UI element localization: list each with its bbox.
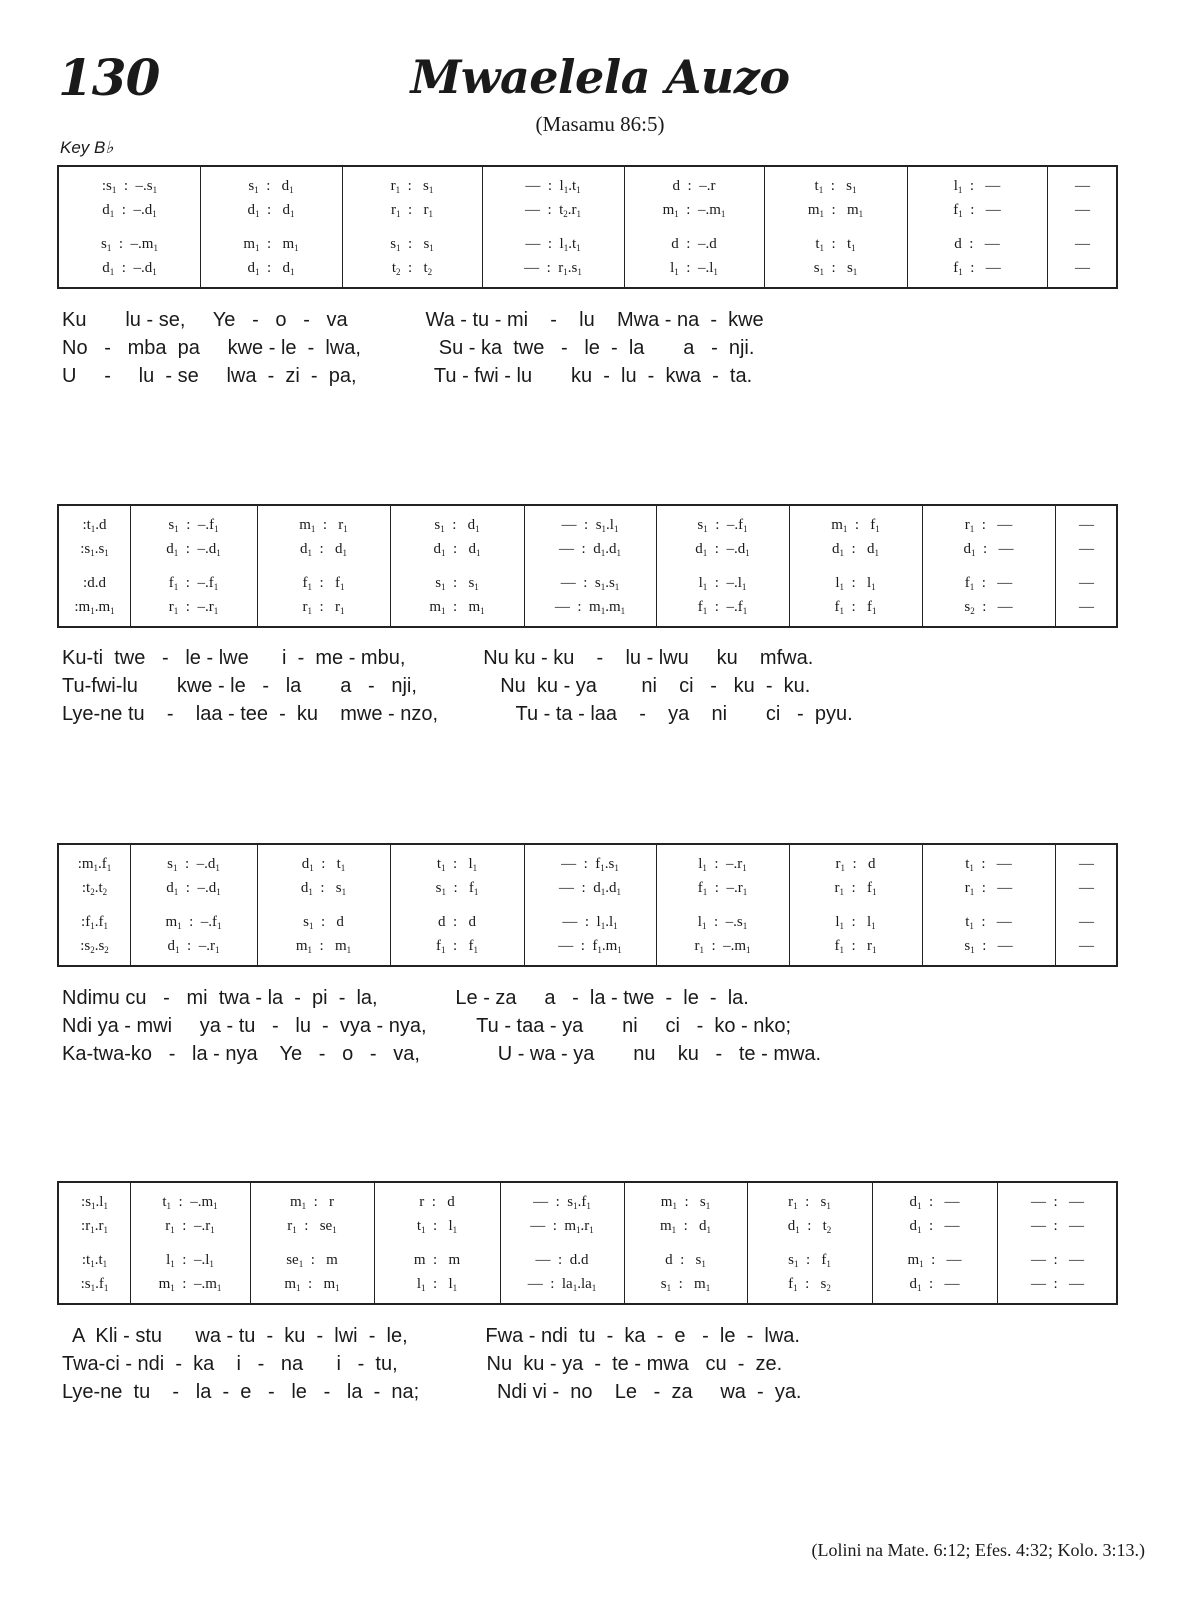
solfa-cell: m : m xyxy=(413,1252,461,1268)
solfa-cell: $m_1$ : r xyxy=(289,1194,335,1211)
solfa-cell: $r_1$ : $r_1$ xyxy=(302,599,345,616)
solfa-cell: $d_1$ : $d_1$ xyxy=(247,260,295,277)
solfa-cell: d : –.r xyxy=(672,178,716,194)
bar-line xyxy=(130,845,131,965)
solfa-cell: — : d.d xyxy=(535,1252,589,1268)
solfa-cell: $f_1$ : — xyxy=(953,202,1001,219)
solfa-cell: $m_1$ : $m_1$ xyxy=(429,599,485,616)
lyric-line: A Kli - stu wa - tu - ku - lwi - le, Fwa - ndi tu - ka - e - le - lwa. xyxy=(62,1325,800,1347)
bar-line xyxy=(524,506,525,626)
solfa-cell: $d_1$ : $t_1$ xyxy=(301,856,346,873)
music-system xyxy=(57,1181,1118,1305)
bar-line xyxy=(907,167,908,287)
solfa-cell: $d_1$ : $-.d_1$ xyxy=(166,880,221,897)
solfa-cell: $t_1$ : $l_1$ xyxy=(436,856,478,873)
solfa-cell: $r_1$ : — xyxy=(964,880,1013,897)
solfa-cell: $s_2$ : — xyxy=(964,599,1013,616)
solfa-cell: — : — xyxy=(1031,1252,1084,1268)
solfa-cell: $:s_1.f_1$ xyxy=(80,1276,109,1293)
hymn-title: Mwaelela Auzo xyxy=(410,50,790,104)
solfa-cell: $r_1$ : — xyxy=(964,517,1013,534)
bar-line xyxy=(130,1183,131,1303)
solfa-cell: $r_1$ : $r_1$ xyxy=(391,202,433,219)
solfa-cell: $f_1$ : $-.r_1$ xyxy=(697,880,748,897)
solfa-cell: d : –.d xyxy=(671,236,717,252)
bar-line xyxy=(656,506,657,626)
bar-line xyxy=(524,845,525,965)
lyric-line: Lye-ne tu - laa - tee - ku mwe - nzo, Tu - ta - laa - ya ni ci - pyu. xyxy=(62,703,853,725)
solfa-cell: $d_1$ : $d_1$ xyxy=(433,541,481,558)
solfa-cell: — xyxy=(1079,541,1094,557)
solfa-cell: $s_1$ : $d_1$ xyxy=(248,178,294,195)
solfa-cell: $:r_1.r_1$ xyxy=(81,1218,108,1235)
solfa-cell: — : $f_1.s_1$ xyxy=(561,856,619,873)
solfa-cell: d : — xyxy=(954,236,1000,252)
solfa-cell: $s_1$ : $s_1$ xyxy=(435,575,479,592)
lyric-line: Ndimu cu - mi twa - la - pi - la, Le - za a - la - twe - le - la. xyxy=(62,987,749,1009)
solfa-cell: — xyxy=(1079,914,1094,930)
bar-line xyxy=(1055,845,1056,965)
solfa-cell: $s_1$ : $s_1$ xyxy=(390,236,434,253)
solfa-cell: $s_1$ : $-.f_1$ xyxy=(168,517,219,534)
solfa-cell: $s_1$ : $f_1$ xyxy=(788,1252,831,1269)
solfa-cell: $d_1$ : $-.d_1$ xyxy=(166,541,221,558)
solfa-cell: $d_1$ : $d_1$ xyxy=(300,541,347,558)
solfa-cell: $d_1$ : — xyxy=(909,1218,960,1235)
solfa-cell: $f_1$ : $f_1$ xyxy=(834,599,877,616)
solfa-cell: $r_1$ : $s_1$ xyxy=(788,1194,831,1211)
bar-line xyxy=(624,1183,625,1303)
bar-line xyxy=(482,167,483,287)
solfa-cell: $f_1$ : $-.f_1$ xyxy=(168,575,219,592)
bar-line xyxy=(656,845,657,965)
bar-line xyxy=(500,1183,501,1303)
solfa-cell: $f_1$ : $-.f_1$ xyxy=(697,599,748,616)
solfa-cell: $m_1$ : $f_1$ xyxy=(831,517,880,534)
solfa-cell: $r_1$ : $f_1$ xyxy=(834,880,877,897)
solfa-cell: $t_1$ : $s_1$ xyxy=(814,178,857,195)
solfa-cell: $m_1$ : $-.m_1$ xyxy=(662,202,726,219)
solfa-cell: $l_1$ : $l_1$ xyxy=(416,1276,458,1293)
solfa-cell: $f_1$ : $f_1$ xyxy=(302,575,345,592)
solfa-cell: $d_1$ : — xyxy=(963,541,1014,558)
solfa-cell: $:m_1.f_1$ xyxy=(77,856,112,873)
solfa-cell: — : — xyxy=(1031,1276,1084,1292)
lyric-line: Ka-twa-ko - la - nya Ye - o - va, U - wa - ya nu ku - te - mwa. xyxy=(62,1043,822,1065)
solfa-cell: — xyxy=(1079,880,1094,896)
solfa-cell: $:s_1.l_1$ xyxy=(81,1194,108,1211)
solfa-cell: $f_1$ : $f_1$ xyxy=(436,938,478,955)
solfa-cell: — xyxy=(1079,599,1094,615)
solfa-cell: $m_1$ : $m_1$ xyxy=(295,938,352,955)
solfa-cell: $d_1$ : $d_1$ xyxy=(247,202,295,219)
solfa-cell: $d_1$ : $-.d_1$ xyxy=(102,260,157,277)
solfa-cell: $l_1$ : $l_1$ xyxy=(835,914,876,931)
solfa-cell: $l_1$ : $l_1$ xyxy=(835,575,876,592)
solfa-cell: $:t_2.t_2$ xyxy=(81,880,108,897)
solfa-cell: $l_1$ : $-.l_1$ xyxy=(698,575,747,592)
lyric-line: Lye-ne tu - la - e - le - la - na; Ndi vi - no Le - za wa - ya. xyxy=(62,1381,802,1403)
solfa-cell: :d.d xyxy=(83,575,106,591)
solfa-cell: $d_1$ : $-.d_1$ xyxy=(102,202,157,219)
solfa-cell: d : d xyxy=(438,914,476,930)
solfa-cell: $r_1$ : $-.r_1$ xyxy=(165,1218,215,1235)
lyric-line: Twa-ci - ndi - ka i - na i - tu, Nu ku - ya - te - mwa cu - ze. xyxy=(62,1353,783,1375)
solfa-cell: $m_1$ : $d_1$ xyxy=(659,1218,712,1235)
solfa-cell: $r_1$ : $-.m_1$ xyxy=(694,938,751,955)
solfa-cell: $:s_2.s_2$ xyxy=(80,938,109,955)
solfa-cell: $m_1$ : $m_1$ xyxy=(807,202,864,219)
solfa-cell: $:t_1.d$ xyxy=(82,517,107,534)
solfa-cell: $m_1$ : $m_1$ xyxy=(243,236,299,253)
solfa-cell: — : — xyxy=(1031,1218,1084,1234)
lyric-line: Tu-fwi-lu kwe - le - la a - nji, Nu ku - ya ni ci - ku - ku. xyxy=(62,675,811,697)
solfa-cell: $:s_1.s_1$ xyxy=(80,541,109,558)
solfa-cell: $l_1$ : — xyxy=(953,178,1001,195)
bar-line xyxy=(257,845,258,965)
solfa-cell: $d_1$ : $-.d_1$ xyxy=(695,541,750,558)
solfa-cell: $d_1$ : — xyxy=(909,1194,960,1211)
bar-line xyxy=(747,1183,748,1303)
solfa-cell: $m_1$ : $m_1$ xyxy=(284,1276,340,1293)
bar-line xyxy=(257,506,258,626)
solfa-cell: $s_1$ : $f_1$ xyxy=(435,880,479,897)
bar-line xyxy=(872,1183,873,1303)
solfa-cell: $m_1$ : $-.m_1$ xyxy=(158,1276,222,1293)
bar-line xyxy=(789,845,790,965)
solfa-cell: $se_1$ : m xyxy=(286,1252,338,1269)
lyric-line: Ku lu - se, Ye - o - va Wa - tu - mi - lu Mwa - na - kwe xyxy=(62,309,764,331)
scripture-reference: (Masamu 86:5) xyxy=(535,112,665,136)
solfa-cell: $t_1$ : $l_1$ xyxy=(416,1218,458,1235)
solfa-cell: $t_1$ : $-.m_1$ xyxy=(162,1194,218,1211)
bar-line xyxy=(250,1183,251,1303)
solfa-cell: $:s_1$ : $-.s_1$ xyxy=(101,178,158,195)
solfa-cell: — : $s_1.l_1$ xyxy=(561,517,619,534)
bar-line xyxy=(922,845,923,965)
bar-line xyxy=(789,506,790,626)
solfa-cell: — : $s_1.f_1$ xyxy=(533,1194,591,1211)
solfa-cell: — : $la_1.la_1$ xyxy=(527,1276,597,1293)
bar-line xyxy=(764,167,765,287)
bar-line xyxy=(390,506,391,626)
solfa-cell: $t_2$ : $t_2$ xyxy=(391,260,433,277)
solfa-cell: $f_1$ : — xyxy=(953,260,1001,277)
solfa-cell: $l_1$ : $-.l_1$ xyxy=(166,1252,214,1269)
music-system xyxy=(57,504,1118,628)
bar-line xyxy=(200,167,201,287)
solfa-cell: $r_1$ : $-.r_1$ xyxy=(168,599,219,616)
solfa-cell: $m_1$ : $s_1$ xyxy=(660,1194,711,1211)
solfa-cell: $t_1$ : — xyxy=(965,856,1012,873)
solfa-cell: $f_1$ : $r_1$ xyxy=(834,938,877,955)
solfa-cell: $s_1$ : $s_1$ xyxy=(813,260,858,277)
solfa-cell: — : $m_1.r_1$ xyxy=(530,1218,594,1235)
solfa-cell: $:t_1.t_1$ xyxy=(81,1252,108,1269)
solfa-cell: r : d xyxy=(419,1194,455,1210)
lyric-line: No - mba pa kwe - le - lwa, Su - ka twe - le - la a - nji. xyxy=(62,337,755,359)
bar-line xyxy=(1055,506,1056,626)
solfa-cell: $r_1$ : d xyxy=(835,856,876,873)
solfa-cell: $s_1$ : $m_1$ xyxy=(660,1276,711,1293)
bar-line xyxy=(997,1183,998,1303)
bar-line xyxy=(342,167,343,287)
bar-line xyxy=(130,506,131,626)
solfa-cell: $d_1$ : $t_2$ xyxy=(787,1218,832,1235)
solfa-cell: — : $s_1.s_1$ xyxy=(560,575,620,592)
bar-line xyxy=(624,167,625,287)
solfa-cell: — : $d_1.d_1$ xyxy=(559,880,621,897)
solfa-cell: — xyxy=(1079,938,1094,954)
lyric-line: Ku-ti twe - le - lwe i - me - mbu, Nu ku - ku - lu - lwu ku mfwa. xyxy=(62,647,814,669)
bar-line xyxy=(390,845,391,965)
solfa-cell: $m_1$ : $r_1$ xyxy=(299,517,348,534)
lyric-line: U - lu - se lwa - zi - pa, Tu - fwi - lu ku - lu - kwa - ta. xyxy=(62,365,753,387)
bar-line xyxy=(922,506,923,626)
solfa-cell: — xyxy=(1075,260,1090,276)
solfa-cell: — : $f_1.m_1$ xyxy=(558,938,622,955)
solfa-cell: — xyxy=(1075,236,1090,252)
solfa-cell: — xyxy=(1075,202,1090,218)
solfa-cell: — : $l_1.l_1$ xyxy=(562,914,618,931)
music-system xyxy=(57,165,1118,289)
solfa-cell: — : $l_1.t_1$ xyxy=(525,236,581,253)
solfa-cell: $s_1$ : — xyxy=(964,938,1013,955)
solfa-cell: $d_1$ : $d_1$ xyxy=(832,541,879,558)
solfa-cell: $s_1$ : $-.d_1$ xyxy=(167,856,220,873)
footnote-references: (Lolini na Mate. 6:12; Efes. 4:32; Kolo. 3:13.) xyxy=(811,1540,1145,1560)
solfa-cell: $l_1$ : $-.l_1$ xyxy=(670,260,718,277)
solfa-cell: d : $s_1$ xyxy=(665,1252,706,1269)
solfa-cell: — xyxy=(1075,178,1090,194)
solfa-cell: — : $t_2.r_1$ xyxy=(524,202,582,219)
solfa-cell: $l_1$ : $-.s_1$ xyxy=(697,914,748,931)
solfa-cell: — xyxy=(1079,856,1094,872)
solfa-cell: $d_1$ : — xyxy=(909,1276,960,1293)
bar-line xyxy=(374,1183,375,1303)
solfa-cell: $s_1$ : $-.m_1$ xyxy=(101,236,158,253)
solfa-cell: $s_1$ : d xyxy=(303,914,344,931)
solfa-cell: $d_1$ : $-.r_1$ xyxy=(167,938,220,955)
solfa-cell: $t_1$ : — xyxy=(965,914,1012,931)
solfa-cell: $r_1$ : $se_1$ xyxy=(287,1218,337,1235)
lyric-line: Ndi ya - mwi ya - tu - lu - vya - nya, Tu - taa - ya ni ci - ko - nko; xyxy=(62,1015,792,1037)
bar-line xyxy=(1047,167,1048,287)
solfa-cell: $d_1$ : $s_1$ xyxy=(300,880,347,897)
music-system xyxy=(57,843,1118,967)
solfa-cell: $s_1$ : $-.f_1$ xyxy=(697,517,748,534)
hymn-number: 130 xyxy=(58,48,160,107)
solfa-cell: $:m_1.m_1$ xyxy=(74,599,115,616)
solfa-cell: $f_1$ : — xyxy=(964,575,1013,592)
solfa-cell: $m_1$ : $-.f_1$ xyxy=(165,914,222,931)
solfa-cell: $m_1$ : — xyxy=(907,1252,962,1269)
solfa-cell: $f_1$ : $s_2$ xyxy=(788,1276,831,1293)
solfa-cell: — : $d_1.d_1$ xyxy=(559,541,621,558)
solfa-cell: $s_1$ : $d_1$ xyxy=(434,517,480,534)
solfa-cell: $t_1$ : $t_1$ xyxy=(815,236,856,253)
key-signature: Key B♭ xyxy=(60,138,114,157)
solfa-cell: — xyxy=(1079,517,1094,533)
solfa-cell: $r_1$ : $s_1$ xyxy=(390,178,434,195)
solfa-cell: — : $r_1.s_1$ xyxy=(524,260,582,277)
solfa-cell: — : — xyxy=(1031,1194,1084,1210)
solfa-cell: — : $m_1.m_1$ xyxy=(554,599,626,616)
solfa-cell: — : $l_1.t_1$ xyxy=(525,178,581,195)
solfa-cell: $l_1$ : $-.r_1$ xyxy=(698,856,747,873)
solfa-cell: $:f_1.f_1$ xyxy=(81,914,108,931)
solfa-cell: — xyxy=(1079,575,1094,591)
